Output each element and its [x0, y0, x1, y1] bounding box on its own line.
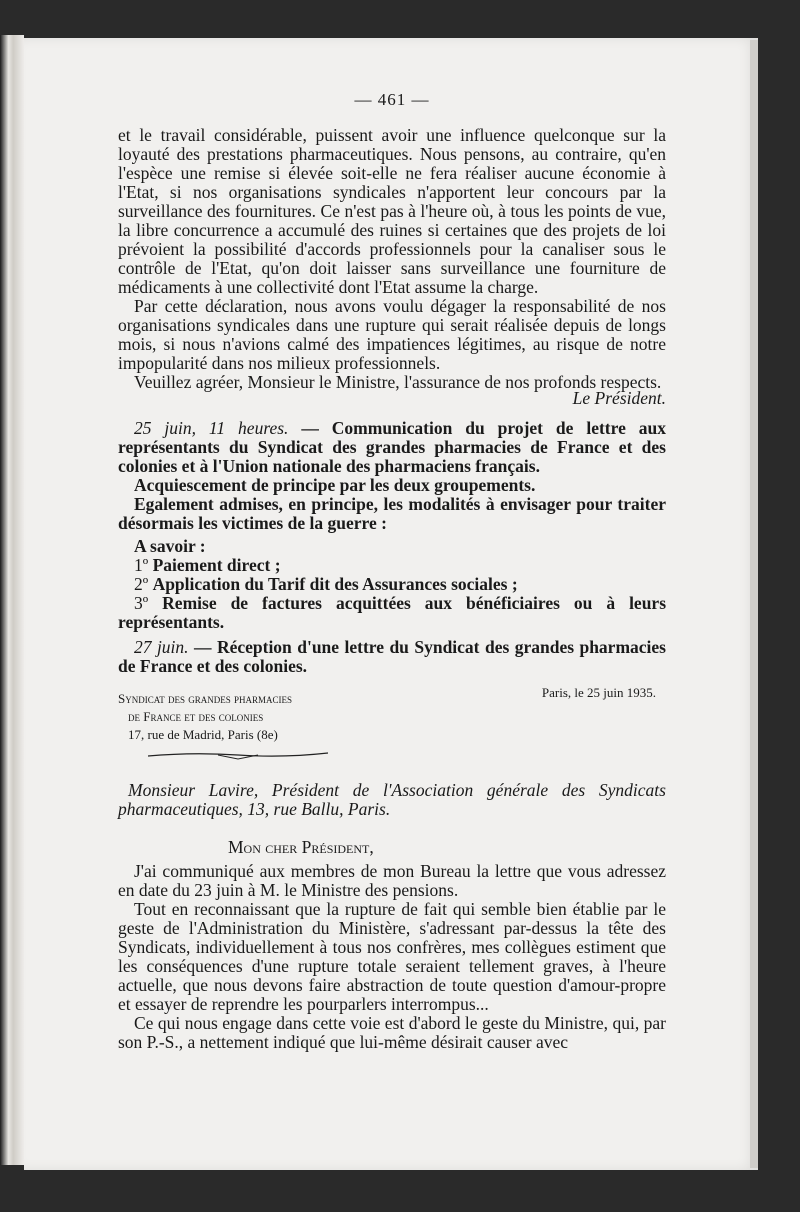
letterhead-line-1: Syndicat des grandes pharmacies: [118, 691, 292, 706]
letterhead-line-3: 17, rue de Madrid, Paris (8e): [128, 727, 278, 742]
entry-27-juin: [118, 638, 666, 676]
paragraph-2: Par cette déclaration, nous avons voulu dégager la responsabilité de nos organisations syndicales dans une rupture qui serait réalisée depuis de longs mois, si nous n'avions calmé des impatiences légitimes, au risque de notre impopularité dans nos milieux professionnels.: [118, 296, 666, 373]
book-spine-edge: [0, 35, 24, 1165]
a-savoir: A savoir :: [134, 536, 206, 556]
letterhead: [118, 685, 666, 746]
list-item-2-text: Application du Tarif dit des Assurances sociales ;: [152, 574, 518, 594]
letter-paragraph-1: J'ai communiqué aux membres de mon Bureau la lettre que vous adressez en date du 23 juin à M. le Ministre des pensions.: [118, 861, 666, 900]
letterhead-line-2: de France et des colonies: [128, 709, 264, 724]
entry-modalites: Egalement admises, en principe, les modalités à envisager pour traiter désormais les victimes de la guerre :: [118, 494, 666, 533]
signature: Le Président.: [572, 388, 666, 408]
list-item-1: [118, 556, 666, 575]
list-item-3-text: Remise de factures acquittées aux bénéficiaires ou à leurs représentants.: [118, 593, 667, 632]
paragraph-1: et le travail considérable, puissent avoir une influence quelconque sur la loyauté des prestations pharmaceutiques. Nous pensons, au contraire, qu'en l'espèce une remise si élevée soit-elle ne fera réaliser aucune économie à l'Etat, si nos organisations syndicales n'apportent leur concours par la surveillance des fournitures. Ce n'est pas à l'heure où, à tous les points de vue, la libre concurrence a accumulé des ruines si certaines que des projets de loi prévoient la possibilité d'accords professionnels pour la canaliser sous le contrôle de l'Etat, qu'on doit laisser sans surveillance une fourniture de médicaments à une collectivité dont l'Etat assume la charge.: [118, 125, 666, 297]
entry-25-juin-text: — Communication du projet de lettre aux représentants du Syndicat des grandes pharmacies de France et des colonies et à l'Union nationale des pharmaciens français.: [118, 418, 666, 476]
page-number: — 461 —: [354, 90, 430, 109]
letter-paragraph-3: Ce qui nous engage dans cette voie est d'abord le geste du Ministre, qui, par son P.-S., a nettement indiqué que lui-même désirait causer avec: [118, 1013, 666, 1052]
entry-acquiescement: Acquiescement de principe par les deux groupements.: [134, 475, 536, 495]
page-content: [118, 90, 666, 1052]
list-item-1-text: Paiement direct ;: [152, 555, 281, 575]
list-item-3: [118, 594, 666, 632]
letter-date: Paris, le 25 juin 1935.: [541, 685, 656, 700]
letter-paragraph-2: Tout en reconnaissant que la rupture de fait qui semble bien établie par le geste de l'Administration du Ministère, s'adressant par-dessus la tête des Syndicats, individuellement à tous nos confrères, mes collègues estiment que les conséquences d'une rupture totale seraient tellement graves, à l'heure actuelle, que nous devons faire abstraction de toute question d'amour-propre et essayer de reprendre les pourparlers interrompus...: [118, 899, 666, 1014]
entry-27-juin-date: 27 juin.: [134, 637, 189, 657]
flourish-divider: [148, 750, 328, 760]
paragraph-3: Veuillez agréer, Monsieur le Ministre, l'assurance de nos profonds respects.: [134, 372, 662, 392]
entry-27-juin-text: — Réception d'une lettre du Syndicat des grandes pharmacies de France et des colonies.: [118, 637, 666, 676]
page-right-edge: [750, 40, 758, 1168]
letterhead-sender: [118, 690, 292, 744]
entry-25-juin-date: 25 juin, 11 heures.: [134, 418, 289, 438]
entry-25-juin: [118, 419, 666, 476]
letter-salutation: Mon cher Président,: [228, 837, 374, 857]
list-item-3-num: 3º: [134, 593, 149, 613]
letter-addressee: Monsieur Lavire, Président de l'Association générale des Syndicats pharmaceutiques, 13, rue Ballu, Paris.: [118, 780, 666, 819]
list-item-1-num: 1º: [134, 555, 149, 575]
list-item-2-num: 2º: [134, 574, 149, 594]
list-item-2: [118, 575, 666, 594]
